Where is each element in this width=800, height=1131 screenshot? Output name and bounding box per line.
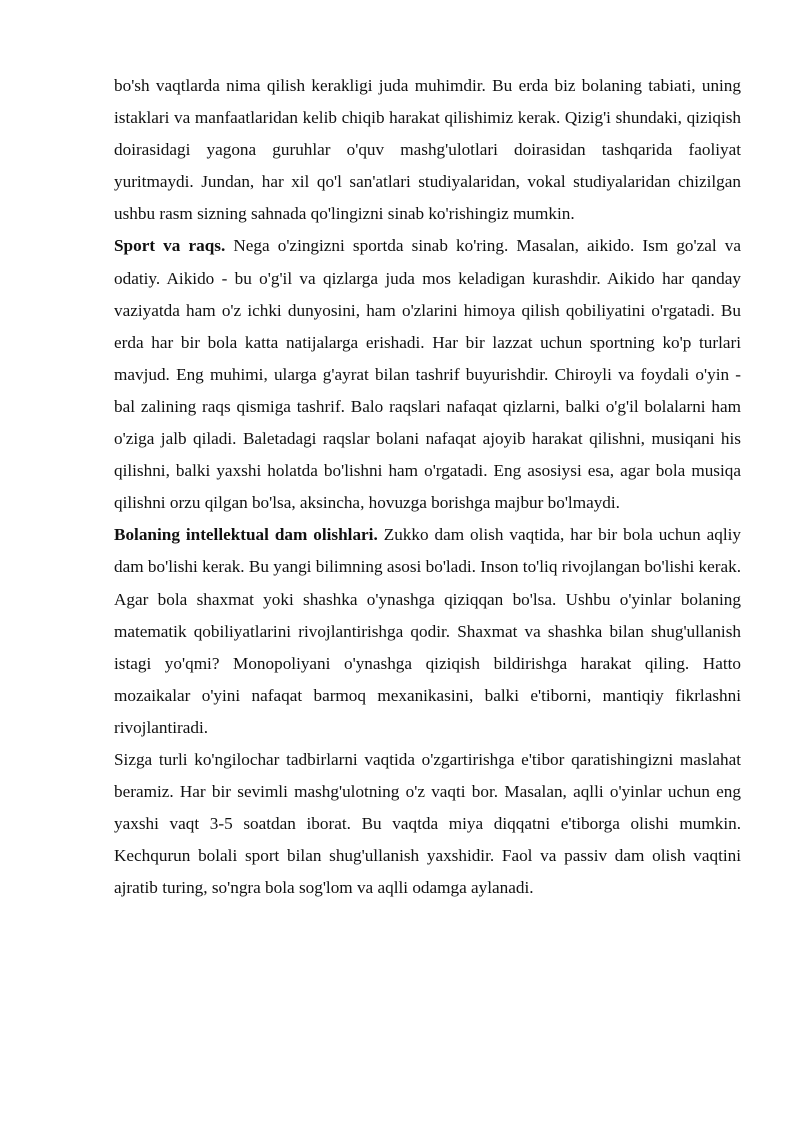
- document-page: [114, 70, 741, 904]
- paragraph-advice: [114, 744, 741, 904]
- section-heading-sport-dance: Sport va raqs.: [114, 236, 226, 256]
- paragraph-intellectual-leisure: [114, 519, 741, 744]
- paragraph-sport-dance: [114, 230, 741, 519]
- paragraph-sport-dance-text: Nega o'zingizni sportda sinab ko'ring. Masalan, aikido. Ism go'zal va odatiy. Aikido - bu o'g'il va qizlarga juda mos keladigan kurashdir. Aikido har qanday vaziyatda ham o'z ichki dunyosini, ham o'zlarini himoya qilish qobiliyatini o'rgatadi. Bu erda har bir bola katta natijalarga erishadi. Har bir lazzat uchun sportning ko'p turlari mavjud. Eng muhimi, ularga g'ayrat bilan tashrif buyurishdir. Chiroyli va foydali o'yin - bal zalining raqs qismiga tashrif. Balo raqslari nafaqat qizlarni, balki o'g'il bolalarni ham o'ziga jalb qiladi. Baletadagi raqslar bolani nafaqat ajoyib harakat qilishni, musiqani his qilishni, balki yaxshi holatda bo'lishni ham o'rgatadi. Eng asosiysi esa, agar bola musiqa qilishni orzu qilgan bo'lsa, aksincha, hovuzga borishga majbur bo'lmaydi.: [114, 236, 741, 513]
- paragraph-intro: [114, 70, 741, 230]
- paragraph-intellectual-leisure-text: Zukko dam olish vaqtida, har bir bola uchun aqliy dam bo'lishi kerak. Bu yangi bilimning asosi bo'ladi. Inson to'liq rivojlangan bo'lishi kerak. Agar bola shaxmat yoki shashka o'ynashga qiziqqan bo'lsa. Ushbu o'yinlar bolaning matematik qobiliyatlarini rivojlantirishga qodir. Shaxmat va shashka bilan shug'ullanish istagi yo'qmi? Monopoliyani o'ynashga qiziqish bildirishga harakat qiling. Hatto mozaikalar o'yini nafaqat barmoq mexanikasini, balki e'tiborni, mantiqiy fikrlashni rivojlantiradi.: [114, 525, 742, 737]
- paragraph-advice-text: Sizga turli ko'ngilochar tadbirlarni vaqtida o'zgartirishga e'tibor qaratishingizni maslahat beramiz. Har bir sevimli mashg'ulotning o'z vaqti bor. Masalan, aqlli o'yinlar uchun eng yaxshi vaqt 3-5 soatdan iborat. Bu vaqtda miya diqqatni e'tiborga olishi mumkin. Kechqurun bolali sport bilan shug'ullanish yaxshidir. Faol va passiv dam olish vaqtini ajratib turing, so'ngra bola sog'lom va aqlli odamga aylanadi.: [114, 749, 741, 898]
- paragraph-intro-text: bo'sh vaqtlarda nima qilish kerakligi juda muhimdir. Bu erda biz bolaning tabiati, uning istaklari va manfaatlaridan kelib chiqib harakat qilishimiz kerak. Qizig'i shundaki, qiziqish doirasidagi yagona guruhlar o'quv mashg'ulotlari doirasidan tashqarida faoliyat yuritmaydi. Jundan, har xil qo'l san'atlari studiyalaridan, vokal studiyalaridan chizilgan ushbu rasm sizning sahnada qo'lingizni sinab ko'rishingiz mumkin.: [114, 76, 741, 224]
- section-heading-intellectual-leisure: Bolaning intellektual dam olishlari.: [114, 525, 378, 545]
